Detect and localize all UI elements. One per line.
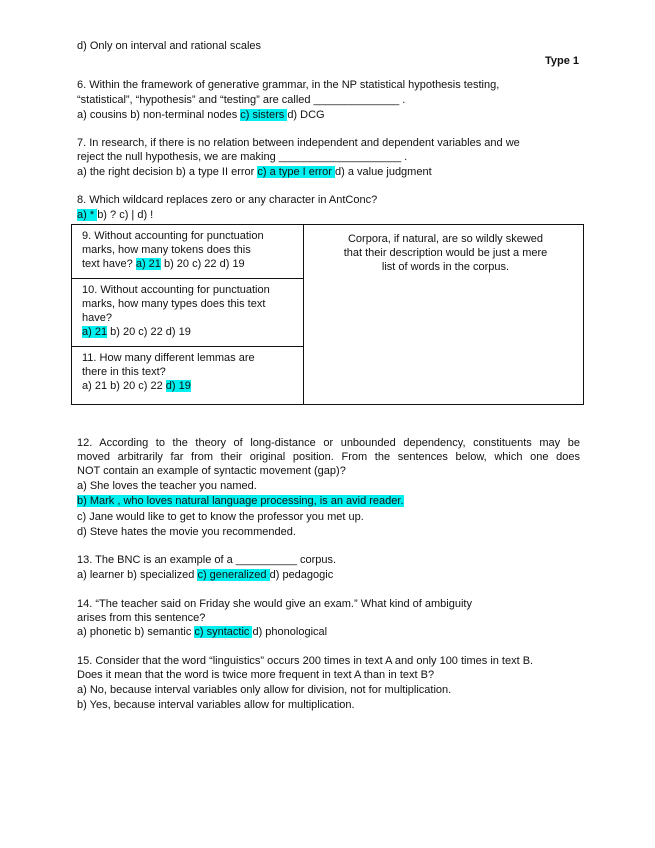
highlighted-answer: c) sisters bbox=[240, 109, 288, 121]
highlighted-answer: a) 21 bbox=[82, 326, 108, 338]
question-7-text-line1: 7. In research, if there is no relation between independent and dependent variables and we bbox=[77, 137, 520, 149]
question-9-options bbox=[82, 257, 297, 271]
highlighted-answer: a) 21 bbox=[135, 258, 161, 270]
question-10-options bbox=[82, 325, 297, 339]
highlighted-answer: c) a type I error bbox=[257, 166, 336, 178]
question-14-text-line2: arises from this sentence? bbox=[77, 612, 206, 624]
questions-table bbox=[71, 224, 584, 405]
question-10-text-line1: 10. Without accounting for punctuation bbox=[82, 284, 270, 296]
question-11-cell bbox=[72, 347, 304, 405]
question-7-text-line2: reject the null hypothesis, we are making ____________________ . bbox=[77, 151, 408, 163]
question-12-option-a: a) She loves the teacher you named. bbox=[77, 480, 257, 492]
question-10-text-line2: marks, how many types does this text bbox=[82, 298, 266, 310]
option-d: d) phonological bbox=[252, 626, 328, 638]
question-9-text-line1: 9. Without accounting for punctuation bbox=[82, 230, 264, 242]
option-ab: a) cousins b) non-terminal nodes bbox=[77, 109, 241, 121]
corpus-quote-cell bbox=[304, 225, 584, 405]
question-8-options bbox=[77, 208, 153, 222]
question-11-options bbox=[82, 379, 297, 393]
question-12-text-line3: NOT contain an example of syntactic movement (gap)? bbox=[77, 465, 346, 477]
question-10-text-line3: have? bbox=[82, 312, 112, 324]
question-9-text-line2: marks, how many tokens does this bbox=[82, 244, 251, 256]
question-15-text-line2: Does it mean that the word is twice more frequent in text A than in text B? bbox=[77, 669, 435, 681]
option-rest: b) 20 c) 22 d) 19 bbox=[107, 326, 191, 338]
exam-type-label: Type 1 bbox=[545, 55, 580, 67]
option-ab: a) learner b) specialized bbox=[77, 569, 198, 581]
option-d: d) DCG bbox=[287, 109, 325, 121]
question-13-text: 13. The BNC is an example of a __________ corpus. bbox=[77, 554, 337, 566]
highlighted-answer: b) Mark , who loves natural language processing, is an avid reader. bbox=[77, 495, 404, 507]
question-11-text-line1: 11. How many different lemmas are bbox=[82, 352, 255, 364]
corpus-quote-line1: Corpora, if natural, are so wildly skewed bbox=[347, 233, 544, 245]
corpus-quote-line2: that their description would be just a mere bbox=[343, 247, 548, 259]
question-9-cell bbox=[72, 225, 304, 279]
highlighted-answer: d) 19 bbox=[165, 380, 191, 392]
option-rest: b) ? c) | d) ! bbox=[97, 209, 154, 221]
highlighted-answer: c) generalized bbox=[197, 569, 270, 581]
option-d: d) a value judgment bbox=[335, 166, 432, 178]
option-ab: a) phonetic b) semantic bbox=[77, 626, 195, 638]
question-12-text-line1: 12. According to the theory of long-distance or unbounded dependency, constituents may be bbox=[77, 437, 580, 449]
question-10-cell bbox=[72, 279, 304, 347]
question-12-text-line2: moved arbitrarily far from their original position. From the sentences below, which one does bbox=[77, 451, 580, 463]
question-12-option-d: d) Steve hates the movie you recommended. bbox=[77, 526, 296, 538]
question-6-text-line2: “statistical”, “hypothesis” and “testing” are called ______________ . bbox=[77, 94, 406, 106]
question-13-options bbox=[77, 568, 333, 582]
question-12-option-c: c) Jane would like to get to know the professor you met up. bbox=[77, 511, 364, 523]
question-14-options bbox=[77, 625, 327, 639]
question-11-text-line2: there in this text? bbox=[82, 366, 166, 378]
option-d: d) pedagogic bbox=[269, 569, 334, 581]
option-rest: b) 20 c) 22 d) 19 bbox=[160, 258, 245, 270]
question-15-option-b: b) Yes, because interval variables allow for multiplication. bbox=[77, 699, 355, 711]
question-7-options bbox=[77, 165, 432, 179]
previous-question-option: d) Only on interval and rational scales bbox=[77, 40, 262, 52]
question-15-option-a: a) No, because interval variables only allow for division, not for multiplication. bbox=[77, 684, 452, 696]
question-15-text-line1: 15. Consider that the word “linguistics” occurs 200 times in text A and only 100 times in text B. bbox=[77, 655, 534, 667]
question-6-options bbox=[77, 108, 325, 122]
option-abc: a) 21 b) 20 c) 22 bbox=[82, 380, 166, 392]
question-12-text bbox=[77, 436, 580, 464]
question-14-text-line1: 14. “The teacher said on Friday she would give an exam.” What kind of ambiguity bbox=[77, 598, 472, 610]
question-6-text-line1: 6. Within the framework of generative grammar, in the NP statistical hypothesis testing, bbox=[77, 79, 500, 91]
option-ab: a) the right decision b) a type II error bbox=[77, 166, 258, 178]
question-12-option-b bbox=[77, 494, 404, 508]
highlighted-answer: a) * bbox=[77, 209, 98, 221]
question-8-text: 8. Which wildcard replaces zero or any character in AntConc? bbox=[77, 194, 378, 206]
highlighted-answer: c) syntactic bbox=[194, 626, 253, 638]
corpus-quote-line3: list of words in the corpus. bbox=[381, 261, 510, 273]
question-9-text-line3: text have? bbox=[82, 258, 136, 270]
